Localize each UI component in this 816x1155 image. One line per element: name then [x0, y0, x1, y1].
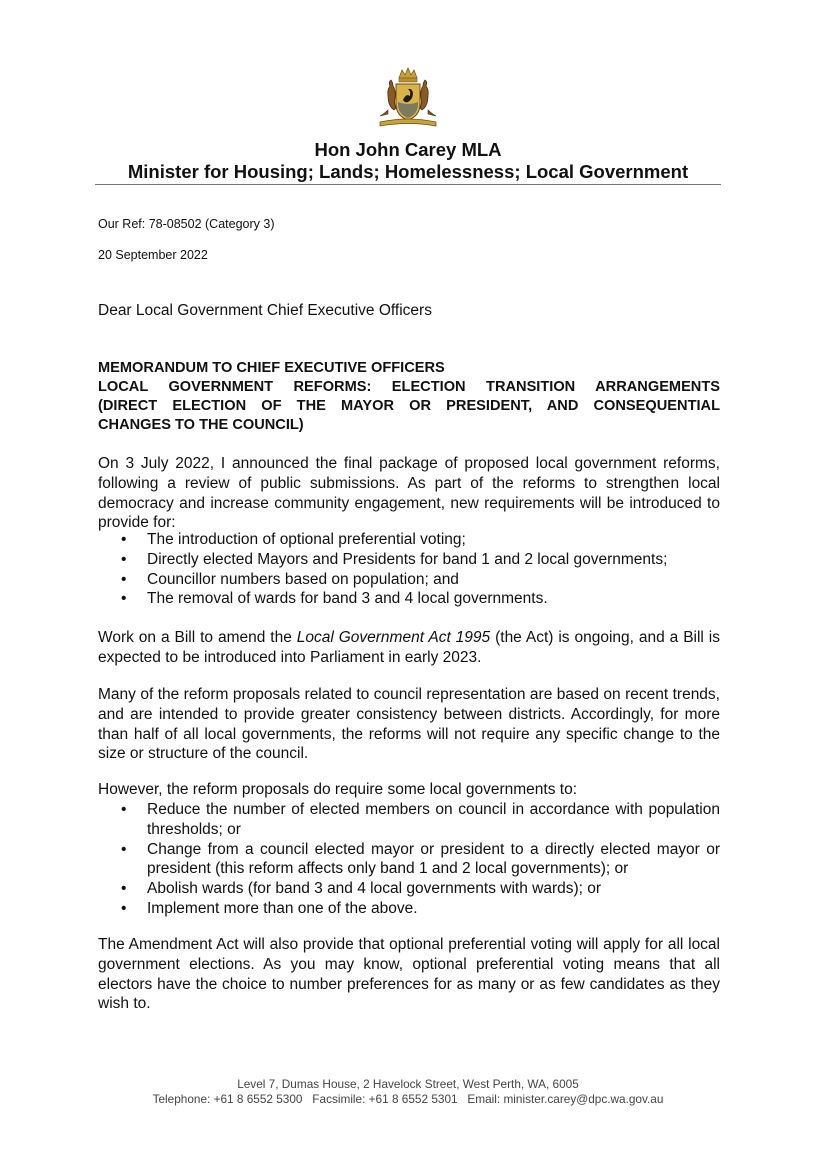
coat-of-arms-crest	[366, 66, 450, 132]
affected-governments-list	[98, 800, 720, 919]
reform-requirements-list	[98, 530, 720, 609]
paragraph-bill-text: (the Act) is ongoing, and a Bill is expected to be introduced into Parliament in early 2023.	[98, 629, 720, 666]
our-reference: Our Ref: 78-08502 (Category 3)	[98, 217, 275, 231]
paragraph-announcement: On 3 July 2022, I announced the final package of proposed local government reforms, following a review of public submissions. As part of the reforms to strengthen local democracy and increase community engagement, new requirements will be introduced to provide for:	[98, 455, 720, 532]
memo-heading-line: (DIRECT ELECTION OF THE MAYOR OR PRESIDENT, AND CONSEQUENTIAL	[98, 398, 720, 414]
letterhead-divider	[95, 184, 721, 185]
paragraph-bill-text: Work on a Bill to amend the	[98, 629, 297, 646]
list-item: • The removal of wards for band 3 and 4 local governments.	[98, 589, 720, 609]
minister-name: Hon John Carey MLA	[314, 139, 502, 160]
paragraph-representation: Many of the reform proposals related to council representation are based on recent trends, and are intended to provide greater consistency between districts. Accordingly, for more than half of all local governments, the reforms will not require any specific change to the size or structure of the council.	[98, 686, 720, 763]
list-item: • The introduction of optional preferential voting;	[98, 530, 720, 550]
memo-heading-line: CHANGES TO THE COUNCIL)	[98, 417, 304, 433]
memo-heading	[98, 359, 720, 435]
list-item: • Directly elected Mayors and Presidents for band 1 and 2 local governments;	[98, 550, 720, 570]
minister-title: Minister for Housing; Lands; Homelessness; Local Government	[127, 161, 689, 182]
memo-heading-line: MEMORANDUM TO CHIEF EXECUTIVE OFFICERS	[98, 360, 445, 376]
footer-contact: Telephone: +61 8 6552 5300 Facsimile: +61 8 6552 5301 Email: minister.carey@dpc.wa.gov.au	[152, 1092, 664, 1106]
list-item: • Abolish wards (for band 3 and 4 local governments with wards); or	[98, 879, 720, 899]
salutation: Dear Local Government Chief Executive Officers	[98, 302, 432, 319]
footer-address: Level 7, Dumas House, 2 Havelock Street, West Perth, WA, 6005	[237, 1077, 579, 1091]
act-name: Local Government Act 1995	[296, 629, 491, 646]
paragraph-optional-voting: The Amendment Act will also provide that optional preferential voting will apply for all local government elections. As you may know, optional preferential voting means that all electors have the choice to number preferences for as many or as few candidates as they wish to.	[98, 936, 720, 1013]
paragraph-requirements-intro: However, the reform proposals do require some local governments to:	[98, 781, 578, 798]
list-item: • Reduce the number of elected members on council in accordance with population thresholds; or	[98, 800, 720, 840]
list-item: • Implement more than one of the above.	[98, 899, 720, 919]
list-item: • Change from a council elected mayor or president to a directly elected mayor or president (this reform affects only band 1 and 2 local governments); or	[98, 840, 720, 880]
memo-heading-line: LOCAL GOVERNMENT REFORMS: ELECTION TRANSITION ARRANGEMENTS	[98, 379, 720, 395]
letter-date: 20 September 2022	[98, 248, 208, 262]
paragraph-bill	[98, 628, 720, 668]
list-item: • Councillor numbers based on population; and	[98, 570, 720, 590]
